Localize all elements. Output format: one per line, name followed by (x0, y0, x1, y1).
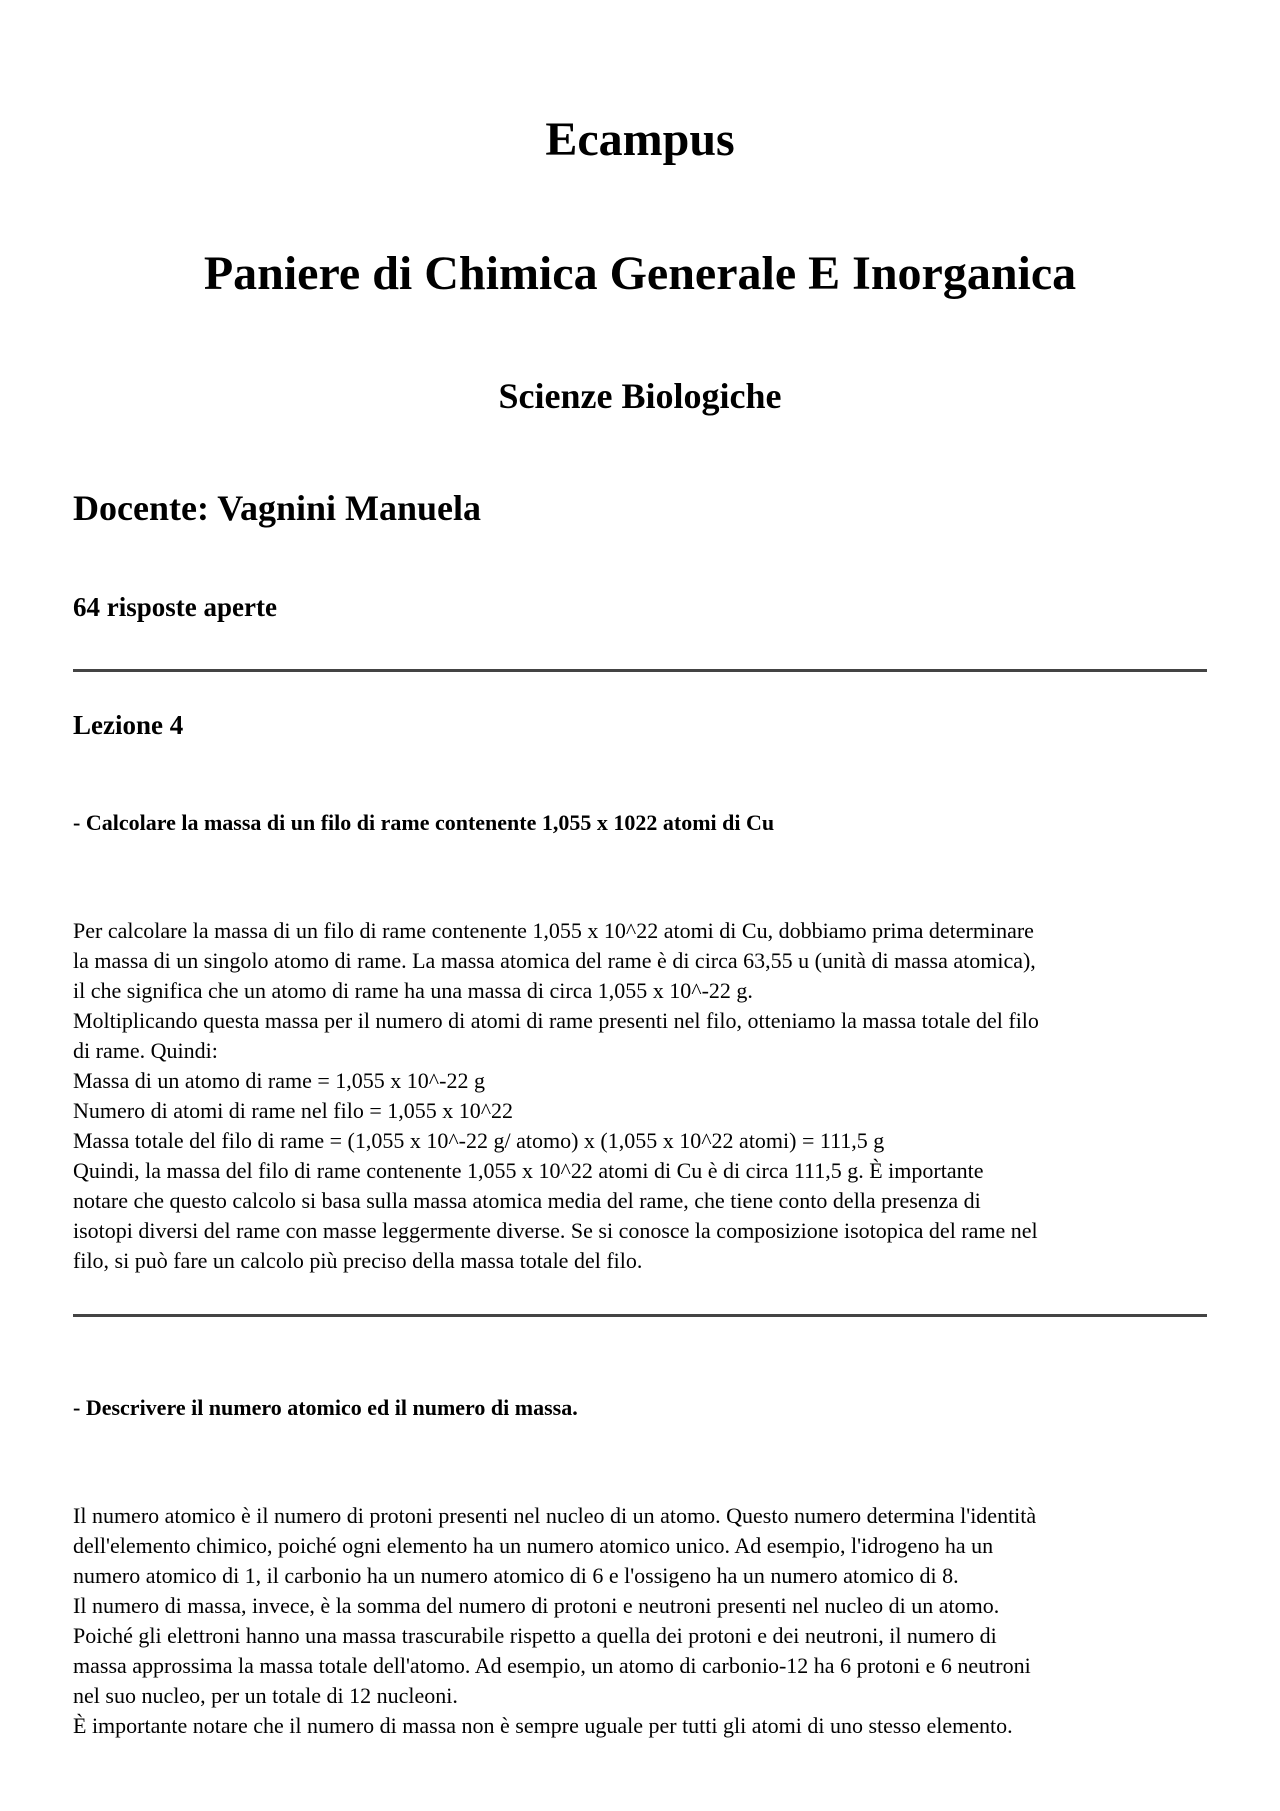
answer-line: Quindi, la massa del filo di rame contenente 1,055 x 10^22 atomi di Cu è di circa 111,5 g. È importante (73, 1158, 984, 1183)
answer-line: È importante notare che il numero di massa non è sempre uguale per tutti gli atomi di uno stesso elemento. (73, 1713, 1013, 1738)
lesson-title: Lezione 4 (73, 710, 184, 740)
answer-line: nel suo nucleo, per un totale di 12 nucleoni. (73, 1683, 458, 1708)
answer-line: la massa di un singolo atomo di rame. La massa atomica del rame è di circa 63,55 u (unità di massa atomica), (73, 948, 1036, 973)
faculty-title: Scienze Biologiche (498, 376, 782, 416)
teacher-name: Docente: Vagnini Manuela (73, 488, 482, 528)
answer-1 (73, 837, 1207, 1276)
answer-line: il che significa che un atomo di rame ha una massa di circa 1,055 x 10^-22 g. (73, 978, 753, 1003)
answer-line: Massa totale del filo di rame = (1,055 x 10^-22 g/ atomo) x (1,055 x 10^22 atomi) = 111,5 g (73, 1128, 885, 1153)
answer-line: dell'elemento chimico, poiché ogni elemento ha un numero atomico unico. Ad esempio, l'idrogeno ha un (73, 1533, 994, 1558)
answer-line: Il numero di massa, invece, è la somma del numero di protoni e neutroni presenti nel nucleo di un atomo. (73, 1593, 1000, 1618)
answer-line: Moltiplicando questa massa per il numero di atomi di rame presenti nel filo, otteniamo la massa totale del filo (73, 1008, 1039, 1033)
answer-line: Poiché gli elettroni hanno una massa trascurabile rispetto a quella dei protoni e dei neutroni, il numero di (73, 1623, 997, 1648)
answer-line: Il numero atomico è il numero di protoni presenti nel nucleo di un atomo. Questo numero determina l'identità (73, 1503, 1037, 1528)
answer-line: filo, si può fare un calcolo più preciso della massa totale del filo. (73, 1248, 643, 1273)
answer-line: massa approssima la massa totale dell'atomo. Ad esempio, un atomo di carbonio-12 ha 6 protoni e 6 neutroni (73, 1653, 1031, 1678)
answers-count: 64 risposte aperte (73, 592, 277, 622)
question-2: - Descrivere il numero atomico ed il numero di massa. (73, 1395, 578, 1420)
answer-line: di rame. Quindi: (73, 1038, 218, 1063)
question-1: - Calcolare la massa di un filo di rame contenente 1,055 x 1022 atomi di Cu (73, 810, 775, 835)
answer-line: numero atomico di 1, il carbonio ha un numero atomico di 6 e l'ossigeno ha un numero atomico di 8. (73, 1563, 959, 1588)
answer-line: notare che questo calcolo si basa sulla massa atomica media del rame, che tiene conto della presenza di (73, 1188, 981, 1213)
answer-line: Massa di un atomo di rame = 1,055 x 10^-22 g (73, 1068, 485, 1093)
answer-line: Per calcolare la massa di un filo di rame contenente 1,055 x 10^22 atomi di Cu, dobbiamo prima determinare (73, 918, 1034, 943)
answer-line: Numero di atomi di rame nel filo = 1,055 x 10^22 (73, 1098, 514, 1123)
course-title: Paniere di Chimica Generale E Inorganica (203, 247, 1077, 300)
document-title: Ecampus (545, 113, 735, 166)
answer-line: isotopi diversi del rame con masse leggermente diverse. Se si conosce la composizione isotopica del rame nel (73, 1218, 1038, 1243)
answer-2 (73, 1422, 1207, 1741)
